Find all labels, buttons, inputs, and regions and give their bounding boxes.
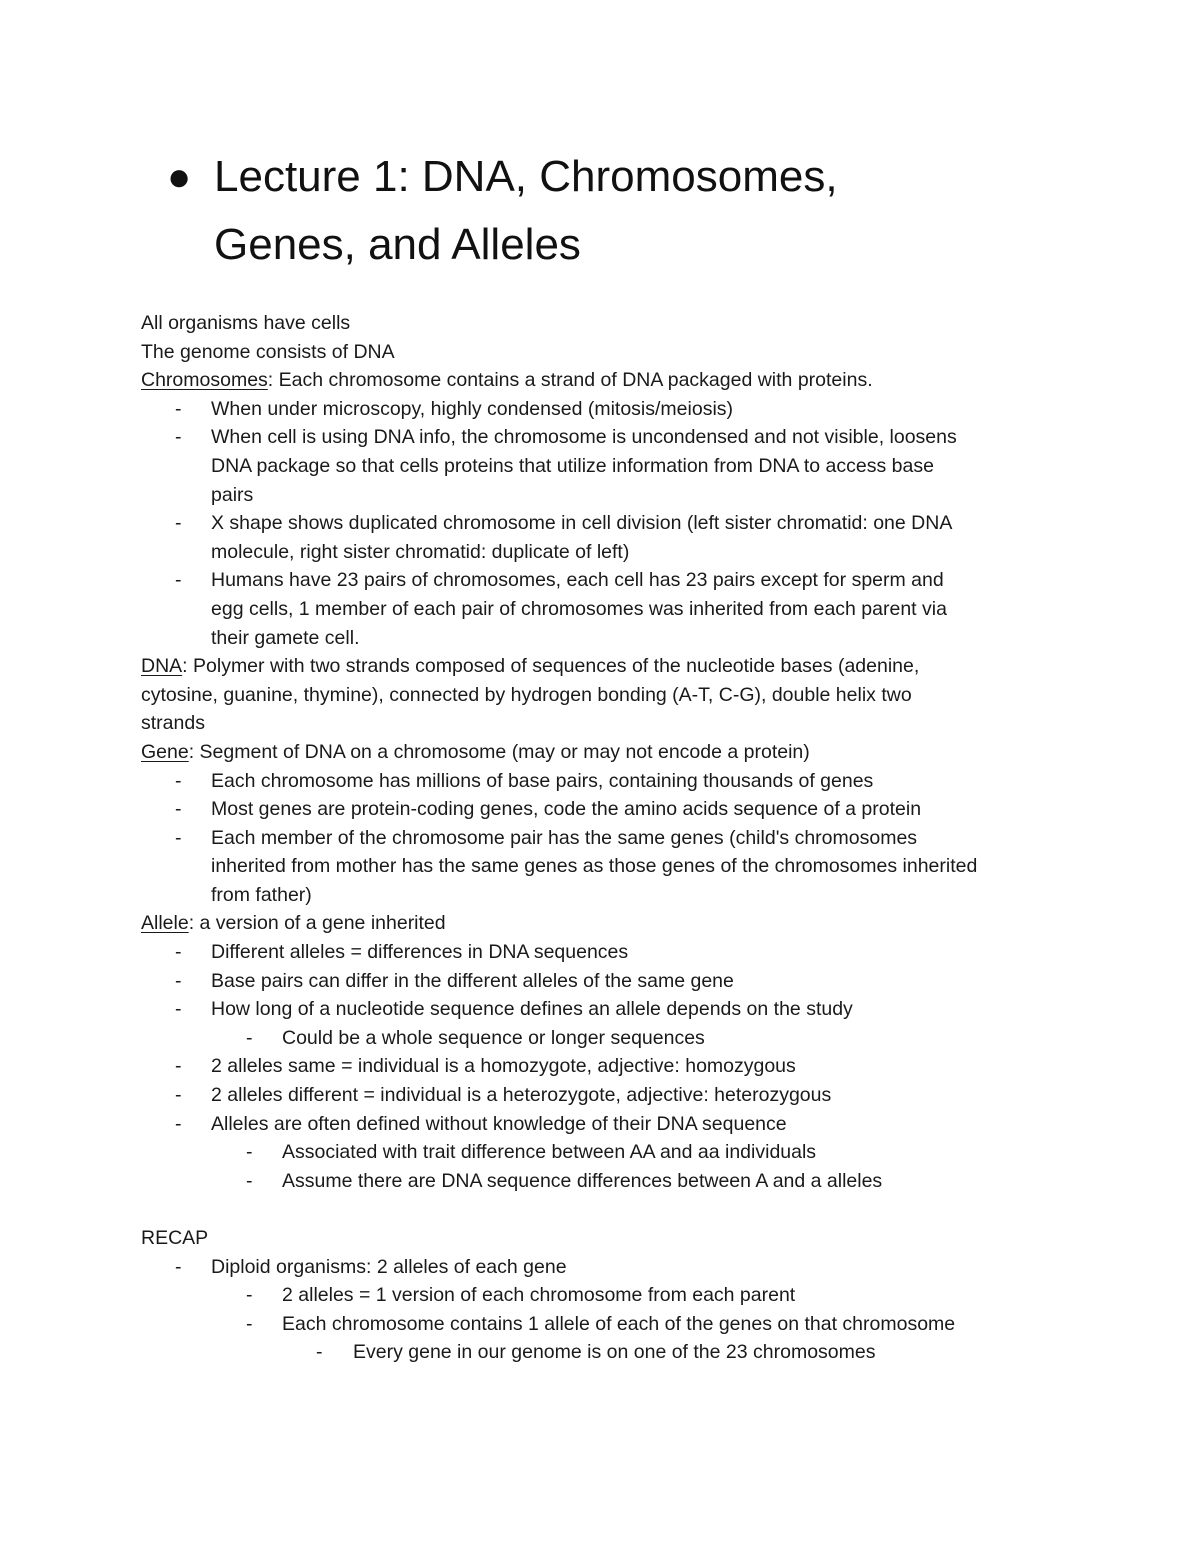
sub-list-item [141,1138,1081,1167]
gene-definition [141,738,1081,767]
dash-bullet: - [246,1312,253,1335]
list-item-continued [141,881,1081,910]
list-item-text: Different alleles = differences in DNA sequences [211,941,629,964]
list-item-continued [141,481,1081,510]
list-item [141,395,1081,424]
list-item-text: inherited from mother has the same genes as those genes of the chromosomes inherited [211,855,978,878]
list-item-text: pairs [211,483,254,506]
dash-bullet: - [175,798,182,821]
list-item-text: from father) [211,883,312,906]
dash-bullet: - [175,1055,182,1078]
list-item-continued [141,852,1081,881]
list-item-text: Each chromosome has millions of base pairs, containing thousands of genes [211,769,874,792]
chromosomes-def: : Each chromosome contains a strand of DNA packaged with proteins. [267,369,873,392]
list-item-text: How long of a nucleotide sequence defines an allele depends on the study [211,998,853,1021]
list-item-continued [141,538,1081,567]
list-item [141,795,1081,824]
list-item-continued [141,452,1081,481]
list-item-text: their gamete cell. [211,626,360,649]
title-line-1: Lecture 1: DNA, Chromosomes, [214,152,838,201]
gene-term: Gene [141,740,189,763]
title-bullet-icon: ● [167,155,192,199]
dash-bullet: - [246,1141,253,1164]
dash-bullet: - [175,397,182,420]
list-item-text: Alleles are often defined without knowledge of their DNA sequence [211,1112,787,1135]
list-item-text: Each member of the chromosome pair has the same genes (child's chromosomes [211,826,918,849]
dash-bullet: - [175,941,182,964]
dash-bullet: - [175,998,182,1021]
dna-def: : Polymer with two strands composed of sequences of the nucleotide bases (adenine, [182,655,920,678]
recap-heading: RECAP [141,1227,209,1249]
dash-bullet: - [175,569,182,592]
dash-bullet: - [246,1284,253,1307]
list-item [141,938,1081,967]
list-item-text: 2 alleles same = individual is a homozygote, adjective: homozygous [211,1055,796,1078]
sub-list-item [141,1024,1081,1053]
list-item [141,767,1081,796]
list-item-text: 2 alleles different = individual is a heterozygote, adjective: heterozygous [211,1084,832,1107]
dash-bullet: - [175,1084,182,1107]
list-item [141,1052,1081,1081]
dna-definition-continued: cytosine, guanine, thymine), connected by hydrogen bonding (A-T, C-G), double helix two [141,683,912,706]
dash-bullet: - [246,1169,253,1192]
list-item-text: Base pairs can differ in the different alleles of the same gene [211,969,734,992]
list-item [141,509,1081,538]
list-item [141,1253,1081,1282]
dash-bullet: - [175,512,182,535]
dna-definition [141,652,1081,681]
list-item [141,1110,1081,1139]
list-item [141,824,1081,853]
list-item-text: Humans have 23 pairs of chromosomes, each cell has 23 pairs except for sperm and [211,569,944,592]
dash-bullet: - [175,969,182,992]
dash-bullet: - [175,1112,182,1135]
gene-def: : Segment of DNA on a chromosome (may or may not encode a protein) [188,740,810,763]
list-item-text: Every gene in our genome is on one of the 23 chromosomes [353,1341,876,1364]
list-item-text: Assume there are DNA sequence differences between A and a alleles [282,1169,883,1192]
list-item-text: Associated with trait difference between AA and aa individuals [282,1141,817,1164]
dash-bullet: - [175,426,182,449]
intro-line: All organisms have cells [141,312,351,334]
dash-bullet: - [175,769,182,792]
list-item-text: Diploid organisms: 2 alleles of each gene [211,1255,567,1278]
list-item-text: Each chromosome contains 1 allele of each of the genes on that chromosome [282,1312,956,1335]
sub-list-item [141,1310,1081,1339]
dash-bullet: - [316,1341,323,1364]
list-item-text: Most genes are protein-coding genes, code the amino acids sequence of a protein [211,798,922,821]
list-item [141,1081,1081,1110]
list-item-text: X shape shows duplicated chromosome in cell division (left sister chromatid: one DNA [211,512,953,535]
dash-bullet: - [175,1255,182,1278]
list-item [141,423,1081,452]
list-item [141,967,1081,996]
title-line-2: Genes, and Alleles [214,220,581,269]
chromosomes-term: Chromosomes [141,369,268,392]
dash-bullet: - [175,826,182,849]
list-item [141,995,1081,1024]
sub-sub-list-item [141,1338,1081,1367]
list-item-continued [141,595,1081,624]
allele-def: : a version of a gene inherited [188,912,446,935]
list-item-text: When cell is using DNA info, the chromosome is uncondensed and not visible, loosens [211,426,957,449]
dna-definition-continued: strands [141,712,205,735]
list-item-text: Could be a whole sequence or longer sequences [282,1026,705,1049]
list-item-text: molecule, right sister chromatid: duplicate of left) [211,540,630,563]
chromosomes-definition [141,366,1081,395]
intro-line: The genome consists of DNA [141,340,395,363]
sub-list-item [141,1167,1081,1196]
list-item [141,566,1081,595]
allele-term: Allele [141,912,189,935]
sub-list-item [141,1281,1081,1310]
notes-body [141,309,1081,1367]
list-item-continued [141,624,1081,653]
dash-bullet: - [246,1026,253,1049]
list-item-text: DNA package so that cells proteins that utilize information from DNA to access base [211,454,934,477]
list-item-text: When under microscopy, highly condensed (mitosis/meiosis) [211,397,734,420]
list-item-text: egg cells, 1 member of each pair of chromosomes was inherited from each parent via [211,597,947,620]
allele-definition [141,909,1081,938]
list-item-text: 2 alleles = 1 version of each chromosome from each parent [282,1284,796,1307]
dna-term: DNA [141,655,183,678]
blank-line [141,1195,1081,1224]
